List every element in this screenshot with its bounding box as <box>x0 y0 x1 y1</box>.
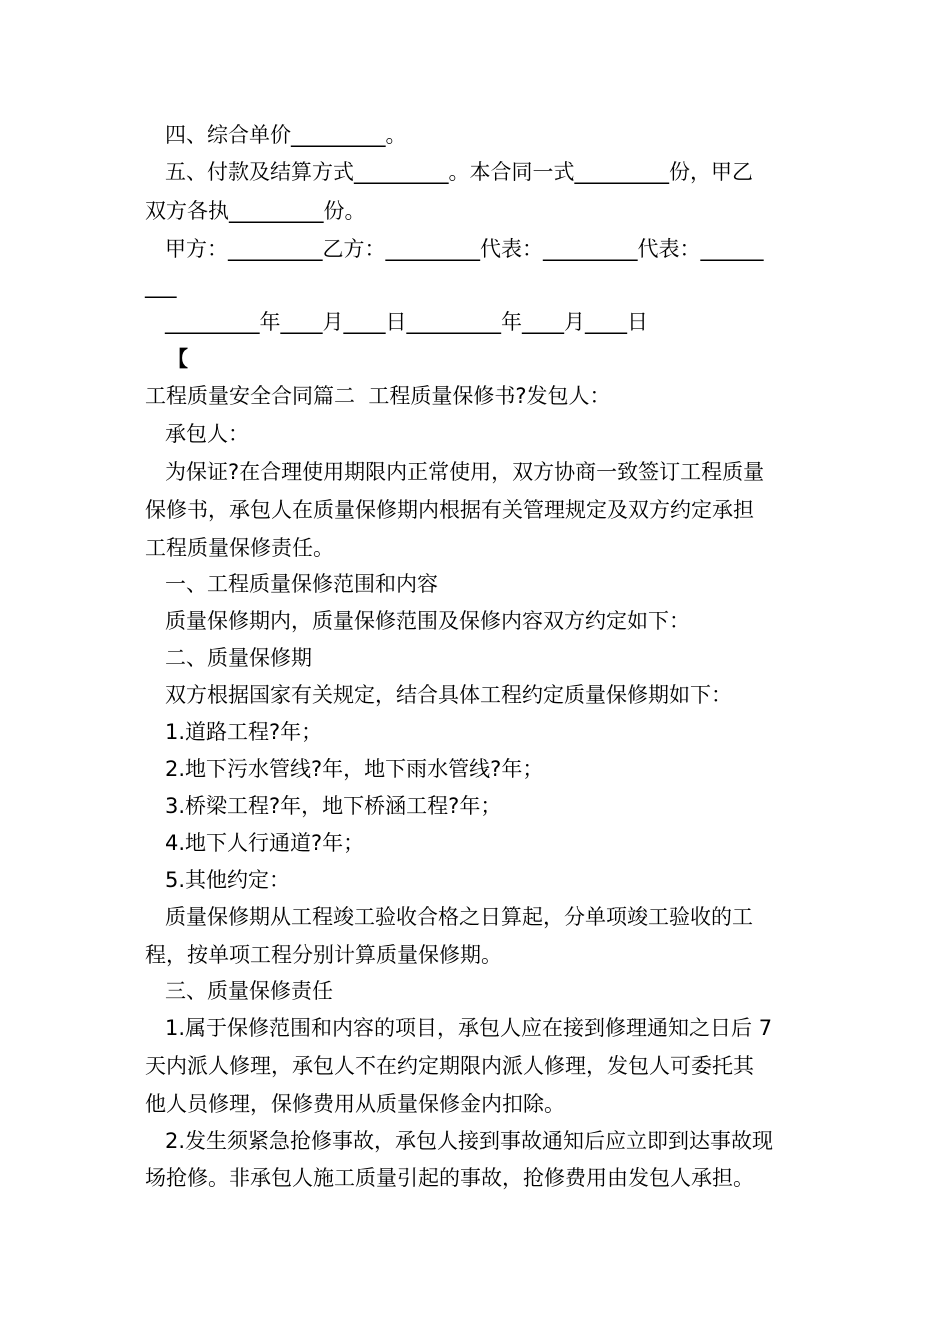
line-parties: 甲方：_________乙方：_________代表：_________代表：______ <box>165 237 764 261</box>
section-title: 工程质量安全合同篇二 工程质量保修书?发包人： <box>145 384 611 408</box>
para-intro-3: 工程质量保修责任。 <box>145 536 334 560</box>
heading-period: 二、质量保修期 <box>165 646 312 670</box>
para-period: 双方根据国家有关规定，结合具体工程约定质量保修期如下： <box>165 683 732 707</box>
heading-responsibility: 三、质量保修责任 <box>165 979 333 1003</box>
para-resp2-1: 2.发生须紧急抢修事故，承包人接到事故通知后应立即到达事故现 <box>165 1129 774 1153</box>
line-payment-cont: 双方各执_________份。 <box>145 199 366 223</box>
line-payment: 五、付款及结算方式_________。本合同一式_________份，甲乙 <box>165 160 753 184</box>
heading-scope: 一、工程质量保修范围和内容 <box>165 572 438 596</box>
para-resp1-2: 天内派人修理，承包人不在约定期限内派人修理，发包人可委托其 <box>145 1054 754 1078</box>
list-item-1: 1.道路工程?年； <box>165 720 323 744</box>
para-intro-1: 为保证?在合理使用期限内正常使用，双方协商一致签订工程质量 <box>165 460 765 484</box>
para-intro-2: 保修书，承包人在质量保修期内根据有关管理规定及双方约定承担 <box>145 498 754 522</box>
line-parties-cont: ___ <box>145 274 177 298</box>
para-resp1-1: 1.属于保修范围和内容的项目，承包人应在接到修理通知之日后 7 <box>165 1016 773 1040</box>
list-item-3: 3.桥梁工程?年，地下桥涵工程?年； <box>165 794 502 818</box>
list-item-4: 4.地下人行通道?年； <box>165 831 365 855</box>
bracket-mark: 【 <box>167 347 188 371</box>
para-resp1-3: 他人员修理，保修费用从质量保修金内扣除。 <box>145 1092 565 1116</box>
para-period-calc-1: 质量保修期从工程竣工验收合格之日算起，分单项竣工验收的工 <box>165 905 753 929</box>
line-contractor: 承包人： <box>165 422 249 446</box>
line-dates: _________年____月____日_________年____月____日 <box>165 310 648 334</box>
line-comprehensive-price: 四、综合单价_________。 <box>165 123 407 147</box>
list-item-2: 2.地下污水管线?年，地下雨水管线?年； <box>165 757 544 781</box>
para-resp2-2: 场抢修。非承包人施工质量引起的事故，抢修费用由发包人承担。 <box>145 1166 754 1190</box>
list-item-5: 5.其他约定： <box>165 868 291 892</box>
para-scope: 质量保修期内，质量保修范围及保修内容双方约定如下： <box>165 609 690 633</box>
para-period-calc-2: 程，按单项工程分别计算质量保修期。 <box>145 943 502 967</box>
